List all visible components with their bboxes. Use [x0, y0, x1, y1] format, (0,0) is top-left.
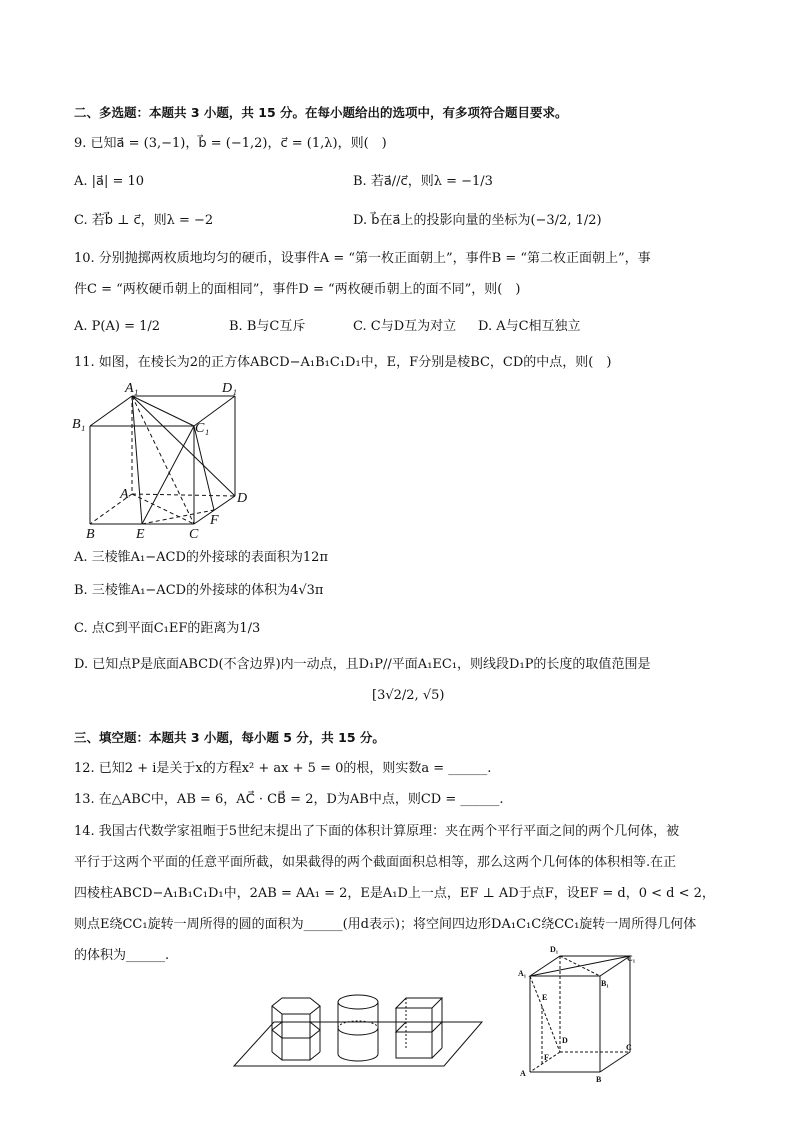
question-10-stem-line2: 件C = “两枚硬币朝上的面相同”，事件D = “两枚硬币朝上的面不同”，则( ): [74, 282, 521, 297]
section-heading-multiple-choice: 二、多选题：本题共 3 小题，共 15 分。在每小题给出的选项中，有多项符合题目要求。: [74, 105, 568, 120]
question-9-stem: 9. 已知a⃗ = (3,−1)，b⃗ = (−1,2)，c⃗ = (1,λ)，则( ): [74, 136, 387, 151]
question-14-line1: 14. 我国古代数学家祖暅于5世纪末提出了下面的体积计算原理：夹在两个平行平面之间的两个几何体，被: [74, 824, 680, 839]
question-13: 13. 在△ABC中，AB = 6，AC⃗ · CB⃗ = 2，D为AB中点，则CD = ______.: [74, 792, 504, 807]
q11-option-a: A. 三棱锥A₁−ACD的外接球的表面积为12π: [74, 550, 328, 565]
q10-option-c: C. C与D互为对立: [353, 319, 457, 334]
prism-label-e: E: [542, 993, 548, 1002]
prism-label-b1: B₁: [601, 979, 609, 988]
question-11-stem: 11. 如图，在棱长为2的正方体ABCD−A₁B₁C₁D₁中，E，F分别是棱BC，CD的中点，则( ): [74, 355, 612, 370]
q10-option-b: B. B与C互斥: [229, 319, 306, 334]
vertex-label-b1: B₁: [72, 417, 86, 432]
vertex-label-c1: C₁: [195, 421, 210, 436]
zugeng-principle-figure: [232, 986, 484, 1072]
prism-label-d1: D₁: [550, 945, 559, 954]
q11-option-b: B. 三棱锥A₁−ACD的外接球的体积为4√3π: [74, 583, 324, 598]
prism-label-b: B: [596, 1075, 602, 1084]
q9-option-b: B. 若a⃗//c⃗，则λ = −1/3: [353, 174, 493, 189]
vertex-label-a: A: [120, 487, 129, 502]
vertex-label-b: B: [86, 527, 95, 542]
question-10-stem-line1: 10. 分别抛掷两枚质地均匀的硬币，设事件A = “第一枚正面朝上”，事件B = “第二枚正面朝上”，事: [74, 251, 651, 266]
q9-option-a: A. |a⃗| = 10: [74, 174, 145, 189]
question-14-line5: 的体积为______.: [74, 948, 170, 963]
question-14-line4: 则点E绕CC₁旋转一周所得的圆的面积为______(用d表示)；将空间四边形DA₁C₁C绕CC₁旋转一周所得几何体: [74, 917, 697, 932]
vertex-label-f: F: [210, 513, 219, 528]
prism-label-c: C: [626, 1043, 632, 1052]
vertex-label-c: C: [189, 527, 199, 542]
question-14-line2: 平行于这两个平面的任意平面所截，如果截得的两个截面面积总相等，那么这两个几何体的体积相等.在正: [74, 855, 677, 870]
question-12: 12. 已知2 + i是关于x的方程x² + ax + 5 = 0的根，则实数a = ______.: [74, 761, 492, 776]
q10-option-d: D. A与C相互独立: [478, 319, 581, 334]
vertex-label-d1: D₁: [222, 381, 237, 396]
question-14-line3: 四棱柱ABCD−A₁B₁C₁D₁中，2AB = AA₁ = 2，E是A₁D上一点，EF ⊥ AD于点F，设EF = d，0 < d < 2，: [74, 886, 715, 901]
q11-option-d: D. 已知点P是底面ABCD(不含边界)内一动点，且D₁P//平面A₁EC₁，则线段D₁P的长度的取值范围是: [74, 657, 651, 672]
prism-label-c1: C₁: [627, 954, 636, 963]
prism-label-a: A: [520, 1069, 526, 1078]
prism-label-d: D: [562, 1036, 568, 1045]
cube-figure: [70, 376, 260, 542]
prism-label-a1: A₁: [518, 969, 527, 978]
vertex-label-e: E: [136, 527, 145, 542]
section-heading-fill-in: 三、填空题：本题共 3 小题，每小题 5 分，共 15 分。: [74, 730, 385, 745]
vertex-label-d: D: [237, 491, 248, 506]
q11-option-c: C. 点C到平面C₁EF的距离为1/3: [74, 621, 261, 636]
q9-option-c: C. 若b⃗ ⊥ c⃗，则λ = −2: [74, 213, 214, 228]
prism-label-f: F: [544, 1053, 549, 1062]
q10-option-a: A. P(A) = 1/2: [74, 319, 161, 334]
q11-option-d-range: [3√2/2, √5): [372, 688, 445, 703]
vertex-label-a1: A₁: [125, 381, 139, 396]
q9-option-d: D. b⃗在a⃗上的投影向量的坐标为(−3/2, 1/2): [353, 213, 602, 228]
prism-figure: [514, 940, 644, 1084]
